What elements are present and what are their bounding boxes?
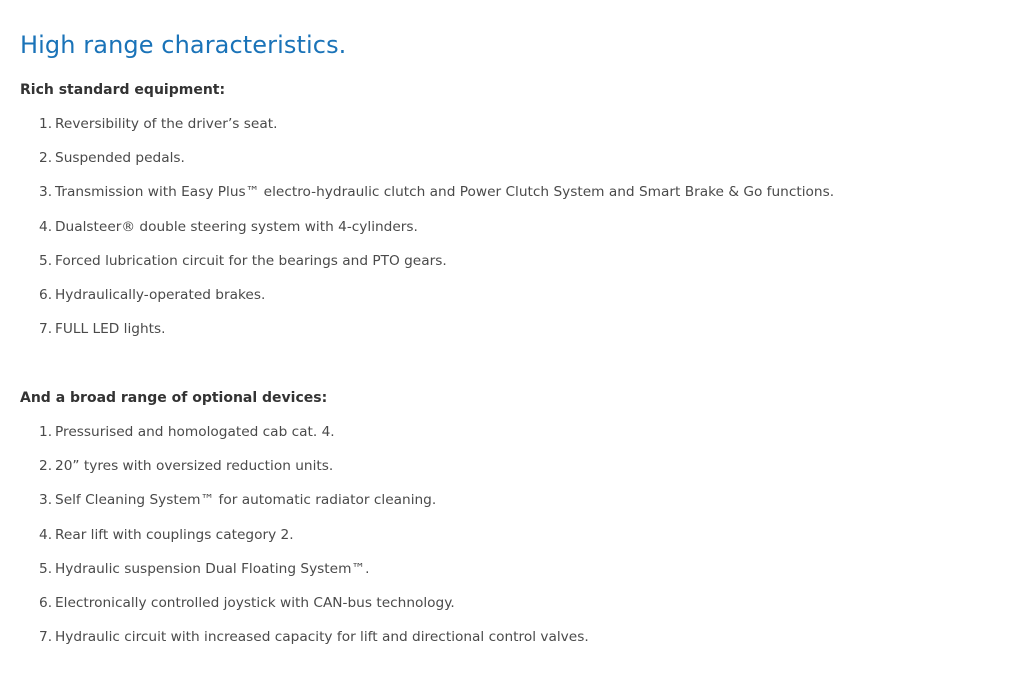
list-item-number: 6.	[39, 594, 53, 611]
standard-equipment-heading: Rich standard equipment:	[20, 82, 226, 98]
list-item-text: Self Cleaning System™ for automatic radiator cleaning.	[55, 492, 437, 509]
list-item-text: 20” tyres with oversized reduction units.	[55, 458, 334, 475]
page-title: High range characteristics.	[20, 31, 347, 59]
list-item-number: 3.	[39, 184, 53, 201]
list-item-number: 4.	[39, 218, 53, 235]
list-item	[20, 183, 834, 217]
list-item	[20, 560, 589, 594]
optional-devices-list	[20, 423, 589, 662]
list-item-number: 3.	[39, 492, 53, 509]
list-item	[20, 526, 589, 560]
list-item	[20, 423, 589, 457]
list-item-text: Pressurised and homologated cab cat. 4.	[55, 424, 335, 440]
list-item	[20, 115, 834, 149]
list-item	[20, 457, 589, 491]
list-item-number: 2.	[39, 150, 53, 167]
list-item	[20, 218, 834, 252]
list-item-number: 5.	[39, 560, 53, 577]
list-item-text: Transmission with Easy Plus™ electro-hydraulic clutch and Power Clutch System and Smart Brake & Go functions.	[55, 184, 835, 201]
list-item-text: Reversibility of the driver’s seat.	[55, 116, 278, 132]
list-item-number: 5.	[39, 252, 53, 269]
list-item-number: 7.	[39, 629, 53, 646]
list-item-text: Hydraulically-operated brakes.	[55, 286, 266, 303]
list-item-number: 4.	[39, 526, 53, 543]
list-item-text: FULL LED lights.	[55, 321, 166, 338]
list-item	[20, 286, 834, 320]
list-item-text: Dualsteer® double steering system with 4-cylinders.	[55, 218, 418, 235]
list-item-number: 7.	[39, 321, 53, 338]
list-item-text: Hydraulic suspension Dual Floating System™.	[55, 560, 370, 577]
list-item-number: 1.	[39, 116, 53, 132]
list-item	[20, 149, 834, 183]
list-item	[20, 594, 589, 628]
list-item-number: 2.	[39, 458, 53, 475]
list-item-text: Hydraulic circuit with increased capacity for lift and directional control valves.	[55, 629, 589, 646]
optional-devices-heading: And a broad range of optional devices:	[20, 390, 328, 406]
list-item-text: Rear lift with couplings category 2.	[55, 526, 294, 543]
list-item-number: 6.	[39, 286, 53, 303]
list-item-text: Electronically controlled joystick with CAN-bus technology.	[55, 594, 455, 611]
list-item	[20, 628, 589, 662]
list-item-number: 1.	[39, 424, 53, 440]
list-item	[20, 320, 834, 354]
standard-equipment-list	[20, 115, 834, 354]
list-item-text: Forced lubrication circuit for the bearings and PTO gears.	[55, 252, 447, 269]
list-item	[20, 491, 589, 525]
list-item-text: Suspended pedals.	[55, 150, 185, 167]
list-item	[20, 252, 834, 286]
